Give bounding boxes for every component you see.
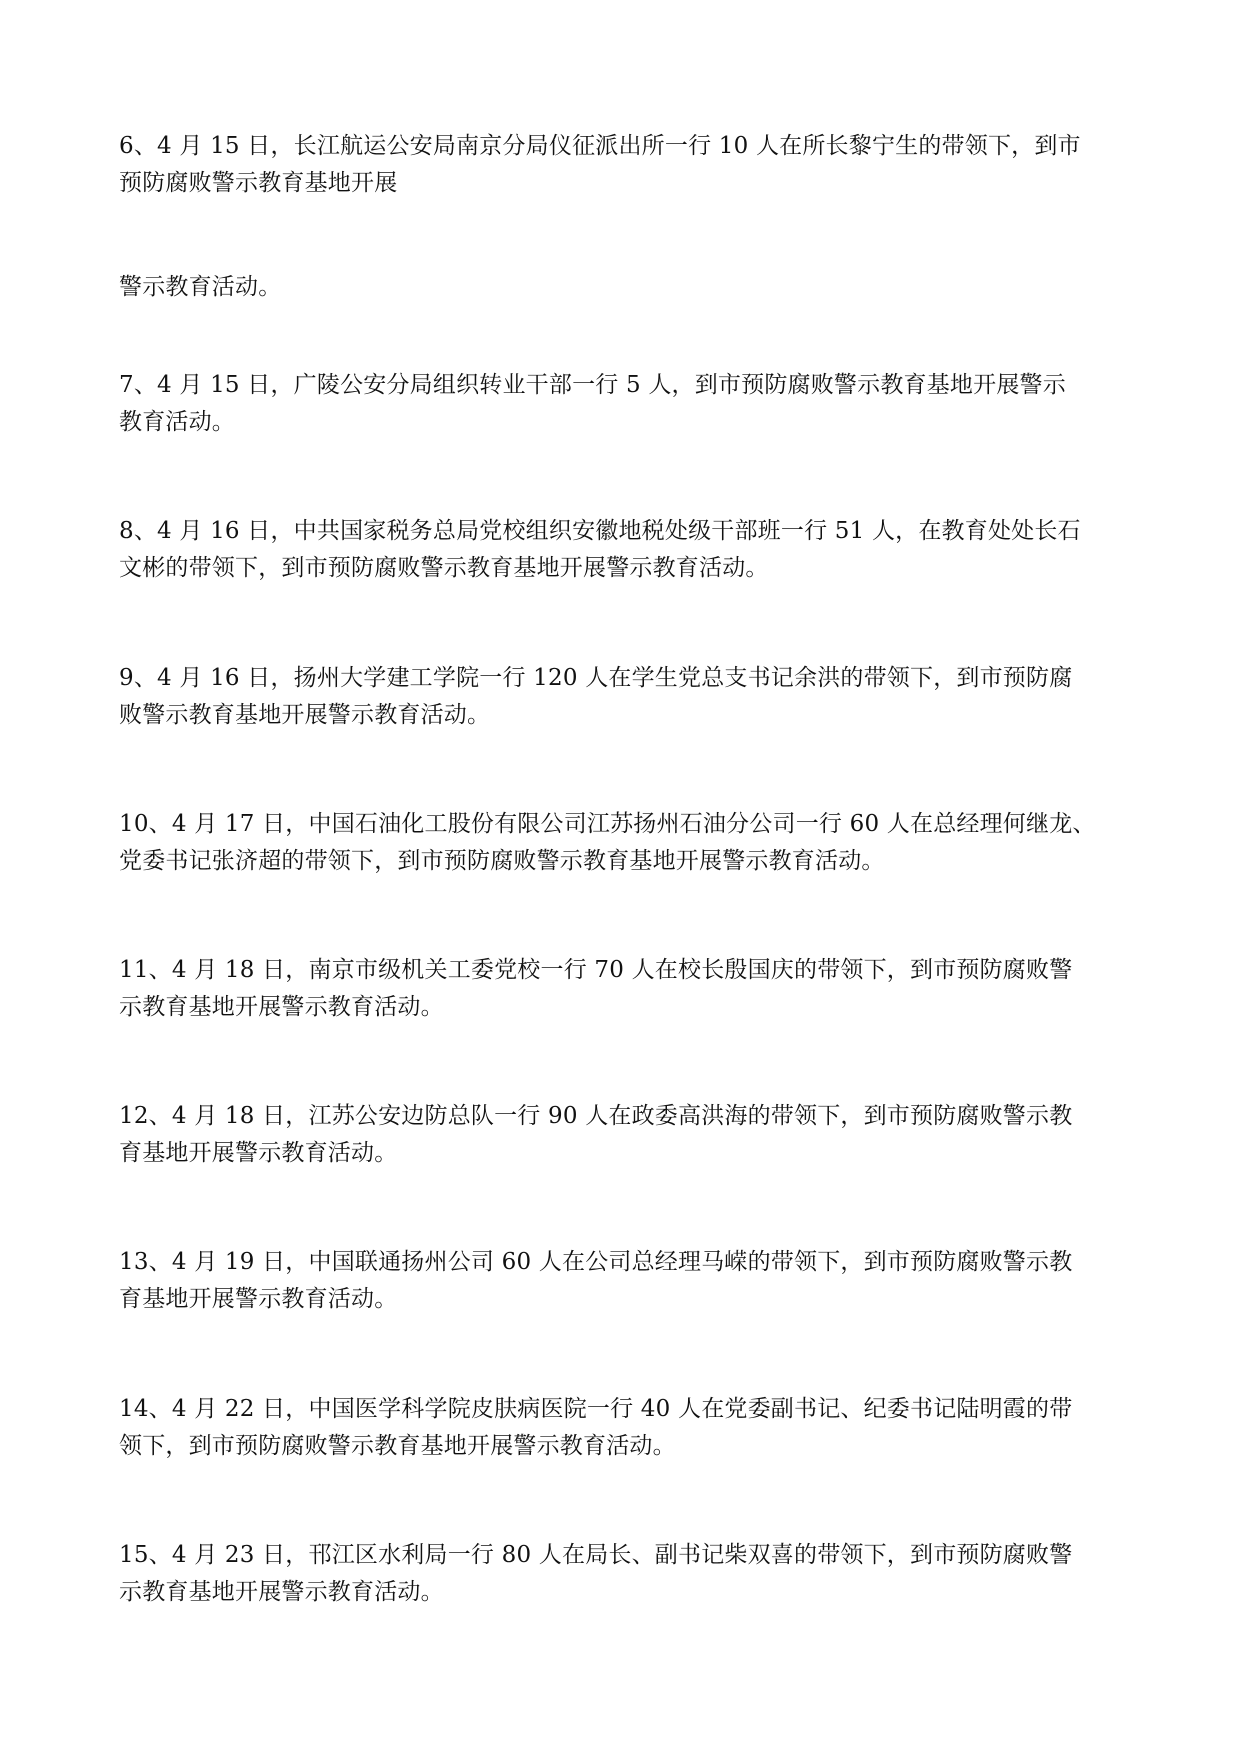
paragraph-item-12	[119, 1098, 1129, 1172]
paragraph-line: 14、4 月 22 日，中国医学科学院皮肤病医院一行 40 人在党委副书记、纪委书记陆明霞的带	[119, 1396, 1073, 1422]
paragraph-item-7	[119, 367, 1129, 441]
paragraph-line: 12、4 月 18 日，江苏公安边防总队一行 90 人在政委高洪海的带领下，到市预防腐败警示教	[119, 1103, 1073, 1129]
paragraph-line: 6、4 月 15 日，长江航运公安局南京分局仪征派出所一行 10 人在所长黎宁生的带领下，到市	[119, 133, 1081, 159]
paragraph-line: 8、4 月 16 日，中共国家税务总局党校组织安徽地税处级干部班一行 51 人，在教育处处长石	[119, 518, 1081, 544]
paragraph-line: 15、4 月 23 日，邗江区水利局一行 80 人在局长、副书记柴双喜的带领下，到市预防腐败警	[119, 1542, 1073, 1568]
paragraph-line: 教育活动。	[119, 409, 235, 435]
paragraph-line: 育基地开展警示教育活动。	[119, 1140, 398, 1166]
paragraph-line: 示教育基地开展警示教育活动。	[119, 1579, 444, 1605]
paragraph-line: 9、4 月 16 日，扬州大学建工学院一行 120 人在学生党总支书记余洪的带领下，到市预防腐	[119, 665, 1073, 691]
paragraph-line: 预防腐败警示教育基地开展	[119, 170, 398, 196]
paragraph-continuation	[119, 269, 1129, 306]
paragraph-line: 10、4 月 17 日，中国石油化工股份有限公司江苏扬州石油分公司一行 60 人在总经理何继龙、	[119, 811, 1096, 837]
paragraph-line: 13、4 月 19 日，中国联通扬州公司 60 人在公司总经理马嵘的带领下，到市预防腐败警示教	[119, 1249, 1073, 1275]
paragraph-line: 文彬的带领下，到市预防腐败警示教育基地开展警示教育活动。	[119, 555, 769, 581]
paragraph-item-15	[119, 1537, 1129, 1611]
paragraph-line: 警示教育活动。	[119, 274, 282, 300]
paragraph-item-9	[119, 660, 1129, 734]
paragraph-item-6	[119, 128, 1129, 202]
paragraph-line: 党委书记张济超的带领下，到市预防腐败警示教育基地开展警示教育活动。	[119, 848, 885, 874]
paragraph-item-13	[119, 1244, 1129, 1318]
paragraph-item-14	[119, 1391, 1129, 1465]
paragraph-line: 育基地开展警示教育活动。	[119, 1286, 398, 1312]
paragraph-item-10	[119, 806, 1129, 880]
paragraph-line: 领下，到市预防腐败警示教育基地开展警示教育活动。	[119, 1433, 676, 1459]
paragraph-item-8	[119, 513, 1129, 587]
paragraph-item-11	[119, 952, 1129, 1026]
paragraph-line: 11、4 月 18 日，南京市级机关工委党校一行 70 人在校长殷国庆的带领下，到市预防腐败警	[119, 957, 1073, 983]
paragraph-line: 败警示教育基地开展警示教育活动。	[119, 702, 491, 728]
paragraph-line: 7、4 月 15 日，广陵公安分局组织转业干部一行 5 人，到市预防腐败警示教育基地开展警示	[119, 372, 1066, 398]
paragraph-line: 示教育基地开展警示教育活动。	[119, 994, 444, 1020]
